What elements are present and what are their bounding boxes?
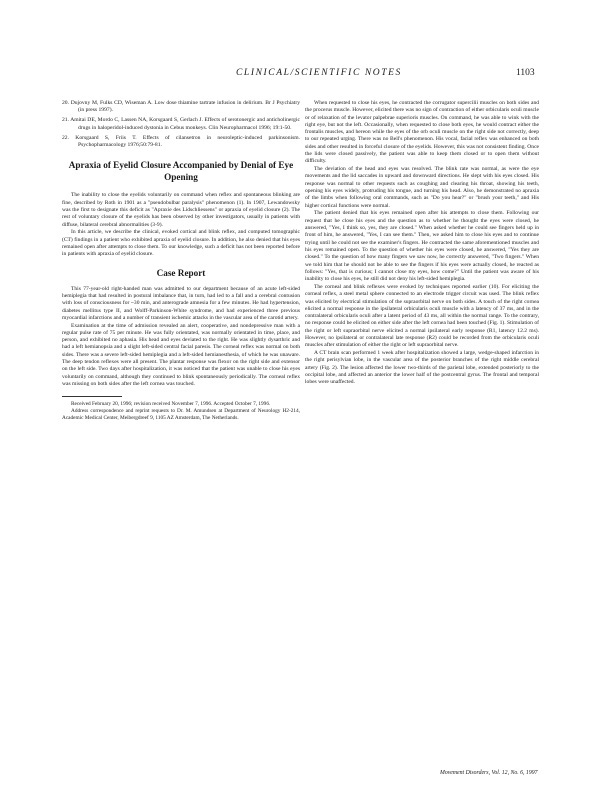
reference-list <box>62 100 300 149</box>
intro-paragraph: In this article, we describe the clinical, evoked cortical and blink reflex, and computed tomographic (CT) findings in a patient who exhibited apraxia of eyelid closure. In addition, he also denied that his eyes remained open after attempts to close them. To our knowledge, such a deficit has not been reported before in patients with apraxia of eyelid closure. <box>62 229 300 258</box>
reference-item: 21. Amitai DE, Mordo C, Lassen NA, Korsgaard S, Gerlach J. Effects of serotonergic and anticholinergic drugs in haloperidol-induced dystonia in Cebus monkeys. Clin Neuropharmacol 1996; 19:1-50. <box>62 117 300 131</box>
body-paragraph: The deviation of the head and eyes was resolved. The blink rate was normal, as were the eye movements and the lid saccades in upward and downward directions. He slept with his eyes closed. His response was normal to other requests such as coughing and clearing his throat, showing his teeth, opening his eyes widely, protruding his tongue, and turning his head. Also, he demonstrated no apraxia of the limbs when following oral commands, such as "Do you hear?" or "brush your teeth," and His higher cortical functions were normal. <box>305 166 539 209</box>
case-report-heading: Case Report <box>156 267 206 278</box>
journal-footer: Movement Disorders, Vol. 12, No. 6, 1997 <box>440 770 538 776</box>
footnote-divider <box>62 396 122 397</box>
case-paragraph: Examination at the time of admission revealed an alert, cooperative, and nondepressive man with a regular pulse rate of 75 per minute. He was fully orientated, was normally orientated in time, place, and person, and exhibited no aphasia. His head and eyes deviated to the right. He was slightly dysarthric and had a left hemianopsia and a slight left-sided central facial paresis. The corneal reflex was normal on both sides. There was a severe left-sided hemiplegia and a left-sided hemianesthesia, of which he was unaware. The deep tendon reflexes were all present. The plantar response was flexor on the right side and extensor on the left side. Two days after hospitalization, it was noticed that the patient was unable to close his eyes voluntarily on command, although they continued to blink spontaneously periodically. The corneal reflex was missing on both sides after the left cornea was touched. <box>62 322 300 387</box>
case-paragraph: This 77-year-old right-handed man was admitted to our department because of an acute left-sided hemiplegia that had resulted in postural imbalance that, in turn, had led to a fall and a cerebral contusion with loss of consciousness for ~30 min, and anterograde amnesia for a few minutes. He had hypertension, diabetes mellitus type II, and Wolff-Parkinson-White syndrome, and had experienced three previous myocardial infarctions and a number of transient ischemic attacks in the vascular area of the carotid artery. <box>62 285 300 321</box>
footnote-correspondence: Address correspondence and reprint requests to Dr. M. Amundsen at Department of Neurology H2-214, Academic Medical Center, Meibergdreef 9, 1105 AZ Amsterdam, The Netherlands. <box>62 407 300 421</box>
body-paragraph: The patient denied that his eyes remained open after his attempts to close them. Following our request that he close his eyes and the question as to whether he thought the eyes were closed, he answered, "Yes, I think so, yes, they are closed." When asked whether he could see fingers held up in front of him, he answered, "Yes, I can see them." Then, we asked him to close his eyes and to continue trying until he could not see the examiner's fingers. He contracted the same aforementioned muscles and his eyes remained open. To the question of whether his eyes were closed, he answered, "Yes they are closed." To the question of how many fingers we saw now, he correctly answered, "Two fingers." When we told him that he should not be able to see the fingers if his eyes were actually closed, he reacted as follows: "Yes, that is curious; I cannot close my eyes, how come?" Until the patient was aware of his inability to close his eyes, he still did not deny his left-sided hemiplegia. <box>305 210 539 283</box>
running-head: CLINICAL/SCIENTIFIC NOTES <box>236 68 402 78</box>
left-column <box>62 100 300 421</box>
page-number: 1103 <box>516 68 535 78</box>
reference-item: 22. Korsgaard S, Friis T. Effects of cilansetron in neuroleptic-induced parkinsonism. Psychopharmacology 1976;50:79-81. <box>62 134 300 149</box>
body-paragraph: The corneal and blink reflexes were evoked by techniques reported earlier (10). For eliciting the corneal reflex, a steel metal sphere connected to an electrode trigger circuit was used. The blink reflex was elicited by electrical stimulation of the supraorbital nerve on both sides. A touch of the right cornea elicited a normal response in the ipsilateral orbicularis oculi muscle with a latency of 37 ms, and in the contralateral orbicularis oculi after a latent period of 43 ms, all within the normal range. To the contrary, no response could be elicited on either side after the left cornea had been touched (Fig. 1). Stimulation of the right or left supraorbital nerve elicited a normal ipsilateral early response (R1, latency 12.2 ms). However, no ipsilateral or contralateral late response (R2) could be recorded from the orbicularis oculi muscles after stimulation of either the right or left supraorbital nerve. <box>305 283 539 349</box>
reference-item: 20. Dujovny M, Fulks CD, Wiseman A. Low dose thiamine tartrate infusion in delirium. Br J Psychiatry (in press 1997). <box>62 100 300 114</box>
body-paragraph: When requested to close his eyes, he contracted the corrugator supercilii muscles on both sides and the procerus muscle. However, elicited there was no sign of contraction of either orbicularis oculi muscle or of relaxation of the levator palpebrae superioris muscles. On command, he was able to wink with the right eye, but not the left. Occasionally, when requested to close both eyes, he would contract either the frontalis muscles, and hereon while the eyes of the orb oculi muscle on the right side not correctly, deep to our repeated urging. There was no Bell's phenomenon. His vocal, facial reflex was enhanced on both sides and other resulted in forceful closure of the eyelids. However, this was not consistent finding. Once the lids were closed passively, the patient was able to keep them closed or to open them without difficulty. <box>305 100 539 165</box>
footnote-received: Received February 20, 1996; revision received November 7, 1996. Accepted October 7, 1996. <box>71 401 271 408</box>
body-paragraph: A CT brain scan performed 1 week after hospitalization showed a large, wedge-shaped infarction in the right perisylvian lobe, in the vascular area of the posterior branches of the right middle cerebral artery (Fig. 2). The lesion affected the lower two-thirds of the parietal lobe, extended posteriorly to the occipital lobe, and affected an anterior the lower half of the postcentral gyrus. The frontal and temporal lobes were unaffected. <box>305 350 539 386</box>
article-title: Apraxia of Eyelid Closure Accompanied by Denial of Eye Opening <box>68 160 294 182</box>
right-column <box>305 100 539 387</box>
intro-paragraph: The inability to close the eyelids voluntarily on command when reflex and spontaneous blinking are fine, described by Roth in 1901 as a "pseudobulbar paralysis" phenomenon (1). In 1907, Lewandowsky was the first to designate this deficit as "Apraxie des Lidschliessens" or apraxia of eyelid closure (2). The rest of voluntary closure of the eyelids has been observed by other investigators, usually in patients with diffuse, bilateral cerebral abnormalities (3-9). <box>62 192 300 228</box>
